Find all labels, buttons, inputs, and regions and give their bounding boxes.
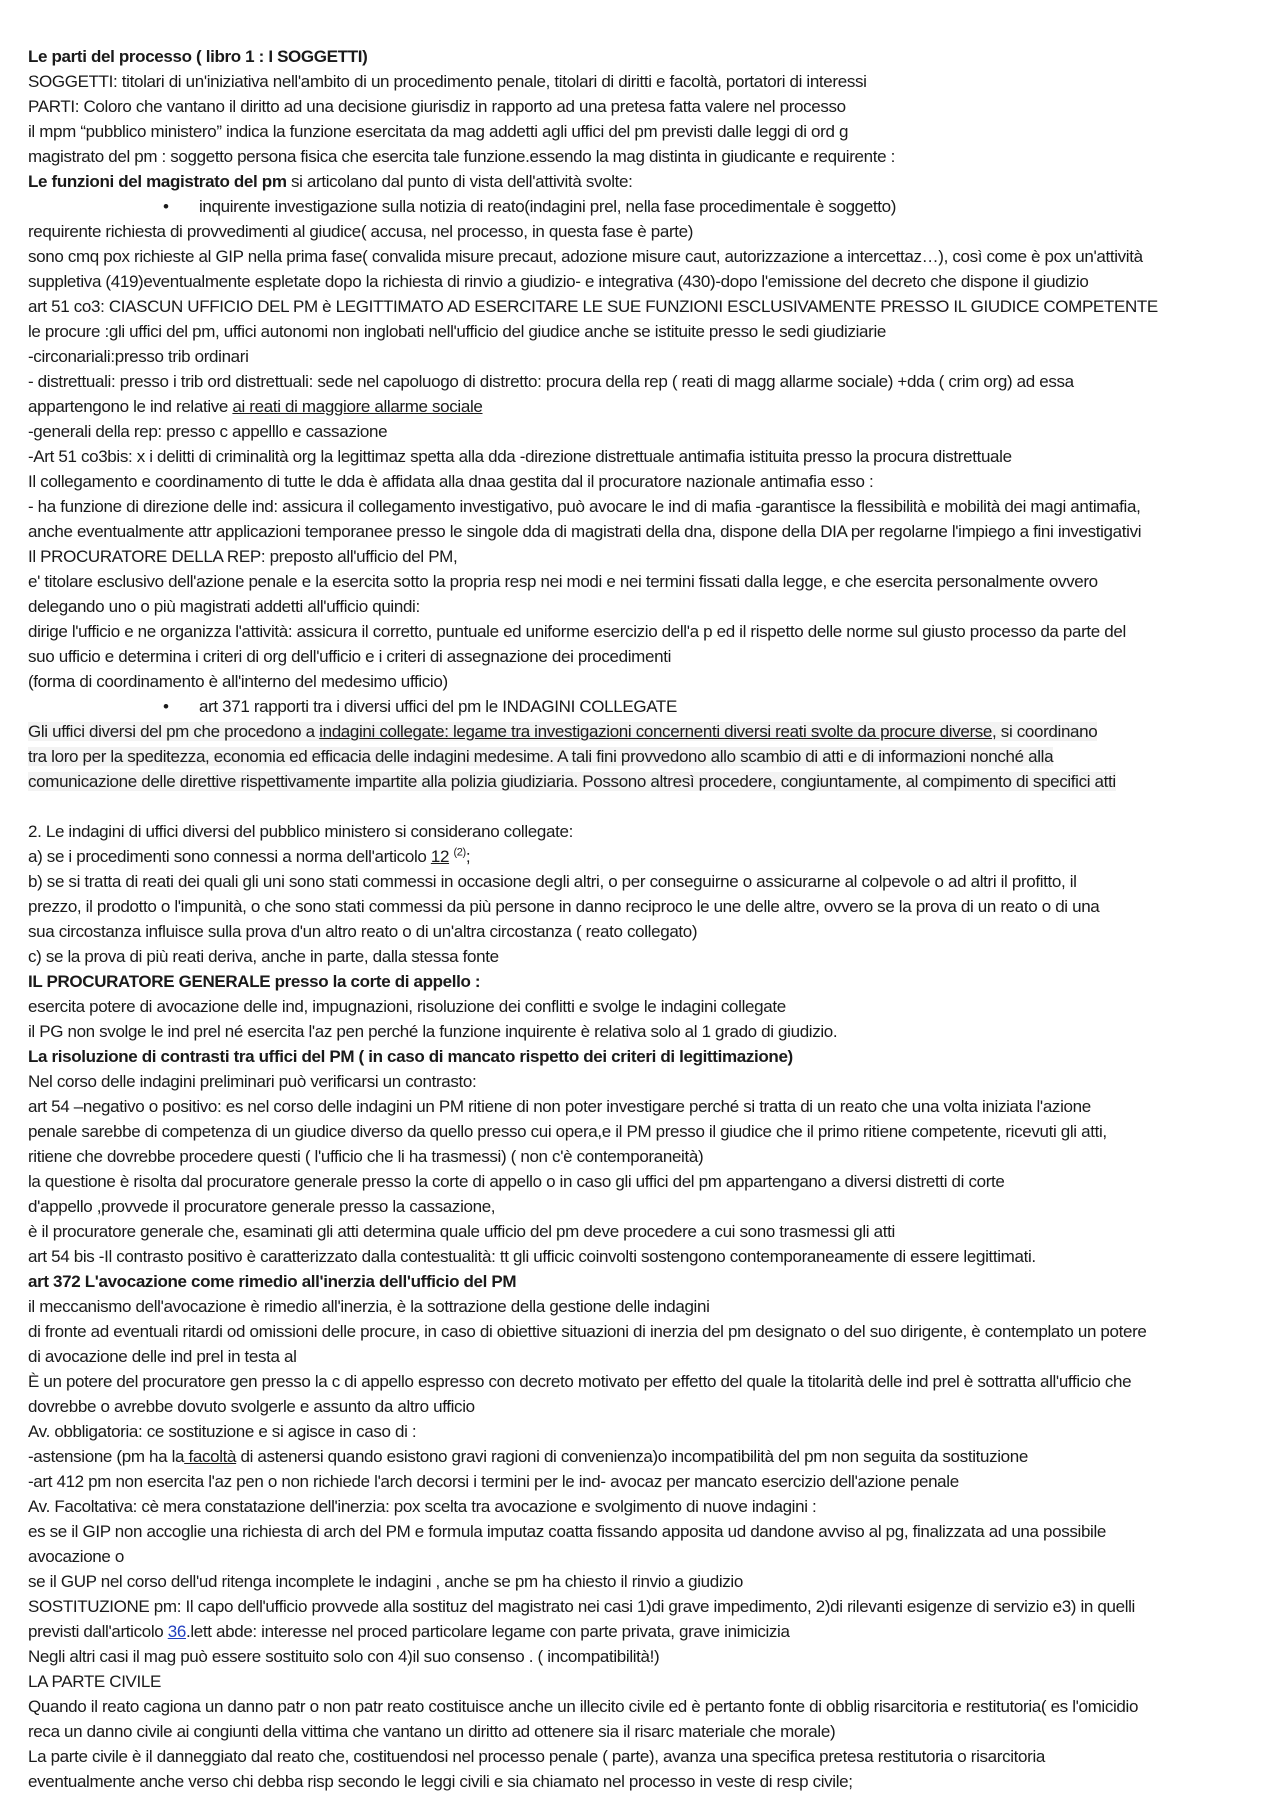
line-connessi <box>28 844 1252 869</box>
line-av-facoltativa: Av. Facoltativa: cè mera constatazione dell'inerzia: pox scelta tra avocazione e svolgimento di nuove indagini : <box>28 1497 817 1516</box>
line-stessa-fonte: c) se la prova di più reati deriva, anche in parte, dalla stessa fonte <box>28 947 499 966</box>
line-prezzo: prezzo, il prodotto o l'impunità, o che sono stati commessi da più persone in danno reciproco le une delle altre, ovvero se la prova di un reato o di una <box>28 897 1100 916</box>
footnote-ref: (2) <box>453 846 466 859</box>
underlined-facolta: facoltà <box>184 1447 237 1466</box>
text-inquirente: inquirente investigazione sulla notizia di reato(indagini prel, nella fase procedimentale è soggetto) <box>199 197 897 216</box>
line-soggetti: SOGGETTI: titolari di un'iniziativa nell'ambito di un procedimento penale, titolari di diritti e facoltà, portatori di interessi <box>28 72 867 91</box>
line-collegate: 2. Le indagini di uffici diversi del pubblico ministero si considerano collegate: <box>28 822 573 841</box>
line-questione: la questione è risolta dal procuratore generale presso la corte di appello o in caso gli uffici del pm appartengano a diversi distretti di corte <box>28 1172 1005 1191</box>
text-allarme: appartengono le ind relative <box>28 397 233 416</box>
line-requirente: requirente richiesta di provvedimenti al giudice( accusa, nel processo, in questa fase è parte) <box>28 222 694 241</box>
heading-procuratore-rep: Il PROCURATORE DELLA REP <box>28 547 261 566</box>
bullet-icon: • <box>163 697 169 716</box>
line-avocazione-o: avocazione o <box>28 1547 124 1566</box>
line-coordinamento: (forma di coordinamento è all'interno del medesimo ufficio) <box>28 672 448 691</box>
line-collegamento: Il collegamento e coordinamento di tutte le dda è affidata alla dnaa gestita dal il procuratore nazionale antimafia esso : <box>28 472 874 491</box>
line-direttive <box>28 769 1252 794</box>
line-av-obbligatoria: Av. obbligatoria: ce sostituzione e si agisce in caso di : <box>28 1422 417 1441</box>
heading-funzioni: Le funzioni del magistrato del pm <box>28 172 287 191</box>
bullet-icon: • <box>163 197 169 216</box>
line-gup: se il GUP nel corso dell'ud ritenga incomplete le indagini , anche se pm ha chiesto il rinvio a giudizio <box>28 1572 743 1591</box>
heading-contrasti: La risoluzione di contrasti tra uffici del PM ( in caso di mancato rispetto dei criteri di legittimazione) <box>28 1047 793 1066</box>
link-articolo-12[interactable]: 12 <box>430 847 450 866</box>
underlined-allarme: ai reati di maggiore allarme sociale <box>232 397 483 416</box>
line-contrasto: Nel corso delle indagini preliminari può verificarsi un contrasto: <box>28 1072 477 1091</box>
line-speditezza <box>28 744 1252 769</box>
text-previsti: previsti dall'articolo <box>28 1622 168 1641</box>
line-danneggiato: La parte civile è il danneggiato dal reato che, costituendosi nel processo penale ( parte), avanza una specifica pretesa restitutoria o risarcitoria <box>28 1747 1045 1766</box>
line-allarme <box>28 394 1252 419</box>
link-articolo-36[interactable]: 36 <box>167 1622 186 1641</box>
line-dirige: dirige l'ufficio e ne organizza l'attività: assicura il corretto, puntuale ed uniforme esercizio dell'a p ed il rispetto delle norme sul giusto processo da parte del <box>28 622 1126 641</box>
line-pm: il mpm “pubblico ministero” indica la funzione esercitata da mag addetti agli uffici del pm previsti dalle leggi di ord g <box>28 122 849 141</box>
text-direttive: comunicazione delle direttive rispettivamente impartite alla polizia giudiziaria. Possono altresì procedere, congiuntamente, al compimento di specifici atti <box>28 772 1116 791</box>
line-art51: art 51 co3: CIASCUN UFFICIO DEL PM è LEGITTIMATO AD ESERCITARE LE SUE FUNZIONI ESCLUSIVAMENTE PRESSO IL GIUDICE COMPETENTE <box>28 297 1158 316</box>
text-astenersi: di astenersi quando esistono gravi ragioni di convenienza)o incompatibilità del pm non seguita da sostituzione <box>236 1447 1028 1466</box>
doc-title <box>28 44 1252 69</box>
text-connessi: a) se i procedimenti sono connessi a norma dell'articolo <box>28 847 431 866</box>
line-ritiene: ritiene che dovrebbe procedere questi ( l'ufficio che li ha trasmessi) ( non c'è contemporaneità) <box>28 1147 704 1166</box>
line-suppletiva: suppletiva (419)eventualmente espletate dopo la richiesta di rinvio a giudizio- e integrativa (430)-dopo l'emissione del decreto che dispone il giudizio <box>28 272 1089 291</box>
line-procuratore-rep <box>28 544 1252 569</box>
text-uffici-diversi: Gli uffici diversi del pm che procedono a <box>28 722 320 741</box>
text-art371: art 371 rapporti tra i diversi uffici del pm le INDAGINI COLLEGATE <box>199 697 677 716</box>
heading-parte-civile: LA PARTE CIVILE <box>28 1672 162 1691</box>
line-potere-pg: È un potere del procuratore gen presso la c di appello espresso con decreto motivato per effetto del quale la titolarità delle ind prel è sottratta all'ufficio che <box>28 1372 1132 1391</box>
heading-procuratore-generale: IL PROCURATORE GENERALE presso la corte di appello : <box>28 972 481 991</box>
line-circostanza: sua circostanza influisce sulla prova d'un altro reato o di un'altra circostanza ( reato collegato) <box>28 922 698 941</box>
text-funzioni: si articolano dal punto di vista dell'attività svolte: <box>286 172 633 191</box>
line-art51-co3bis: -Art 51 co3bis: x i delitti di criminalità org la legittimaz spetta alla dda -direzione distrettuale antimafia istituita presso la procura distrettuale <box>28 447 1012 466</box>
line-gip: sono cmq pox richieste al GIP nella prima fase( convalida misure precaut, adozione misure caut, autorizzazione a intercettaz…), così come è pox un'attività <box>28 247 1143 266</box>
line-ritardi: di fronte ad eventuali ritardi od omissioni delle procure, in caso di obiettive situazioni di inerzia del pm designato o del suo dirigente, è contemplato un potere <box>28 1322 1147 1341</box>
line-direzione: - ha funzione di direzione delle ind: assicura il collegamento investigativo, può avocare le ind di mafia -garantisce la flessibilità e mobilità dei magi antimafia, <box>28 497 1141 516</box>
line-avocazione-potere: esercita potere di avocazione delle ind, impugnazioni, risoluzione dei conflitti e svolge le indagini collegate <box>28 997 786 1016</box>
line-resp-civile: eventualmente anche verso chi debba risp secondo le leggi civili e sia chiamato nel processo in veste di resp civile; <box>28 1772 853 1791</box>
line-procure: le procure :gli uffici del pm, uffici autonomi non inglobati nell'ufficio del giudice anche se istituite presso le sedi giudiziarie <box>28 322 886 341</box>
bullet-art371 <box>28 694 1252 719</box>
line-magistrato: magistrato del pm : soggetto persona fisica che esercita tale funzione.essendo la mag distinta in giudicante e requirente : <box>28 147 895 166</box>
line-danno: Quando il reato cagiona un danno patr o non patr reato costituisce anche un illecito civile ed è pertanto fonte di obblig risarcitoria e restitutoria( es l'omicidio <box>28 1697 1139 1716</box>
semicolon: ; <box>465 847 471 866</box>
line-uffici-diversi <box>28 719 1252 744</box>
text-astensione: -astensione (pm ha la <box>28 1447 185 1466</box>
text-speditezza: tra loro per la speditezza, economia ed efficacia delle indagini medesime. A tali fini provvedono allo scambio di atti e di informazioni nonché alla <box>28 747 1054 766</box>
line-svolgerle: dovrebbe o avrebbe dovuto svolgerle e assunto da altro ufficio <box>28 1397 475 1416</box>
line-sostituzione: SOSTITUZIONE pm: Il capo dell'ufficio provvede alla sostituz del magistrato nei casi 1)di grave impedimento, 2)di rilevanti esigenze di servizio e3) in quelli <box>28 1597 1135 1616</box>
line-art54bis: art 54 bis -Il contrasto positivo è caratterizzato dalla contestualità: tt gli ufficic coinvolti sostengono contemporaneamente di essere legittimati. <box>28 1247 1036 1266</box>
text-procuratore-rep: : preposto all'ufficio del PM, <box>260 547 458 566</box>
line-titolare: e' titolare esclusivo dell'azione penale e la esercita sotto la propria resp nei modi e nei termini fissati dalla legge, e che esercita personalmente ovvero <box>28 572 1098 591</box>
line-gip-arch: es se il GIP non accoglie una richiesta di arch del PM e formula imputaz coatta fissando apposita ud dandone avviso al pg, finalizzata ad una possibile <box>28 1522 1107 1541</box>
line-art412: -art 412 pm non esercita l'az pen o non richiede l'arch decorsi i termini per le ind- avocaz per mancato esercizio dell'azione penale <box>28 1472 959 1491</box>
line-generali: -generali della rep: presso c appelllo e cassazione <box>28 422 388 441</box>
line-in-testa: di avocazione delle ind prel in testa al <box>28 1347 297 1366</box>
line-circondariali: -circonariali:presso trib ordinari <box>28 347 249 366</box>
line-art54: art 54 –negativo o positivo: es nel corso delle indagini un PM ritiene di non poter investigare perché si tratta di un reato che una volta iniziata l'azione <box>28 1097 1091 1116</box>
line-meccanismo: il meccanismo dell'avocazione è rimedio all'inerzia, è la sottrazione della gestione delle indagini <box>28 1297 710 1316</box>
line-reati-occasione: b) se si tratta di reati dei quali gli uni sono stati commessi in occasione degli altri, o per conseguirne o assicurarne al colpevole o ad altri il profitto, il <box>28 872 1077 891</box>
line-esaminati: è il procuratore generale che, esaminati gli atti determina quale ufficio del pm deve procedere a cui sono trasmessi gli atti <box>28 1222 895 1241</box>
line-funzioni <box>28 169 1252 194</box>
title-text: Le parti del processo ( libro 1 : I SOGGETTI) <box>28 47 368 66</box>
line-delegando: delegando uno o più magistrati addetti all'ufficio quindi: <box>28 597 420 616</box>
line-applicazioni: anche eventualmente attr applicazioni temporanee presso le singole dda di magistrati della dna, dispone della DIA per regolarne l'impiego a fini investigativi <box>28 522 1142 541</box>
text-lett-abde: .lett abde: interesse nel proced particolare legame con parte privata, grave inimicizia <box>185 1622 790 1641</box>
line-distrettuali: - distrettuali: presso i trib ord distrettuali: sede nel capoluogo di distretto: procura della rep ( reati di magg allarme sociale) +dda ( crim org) ad essa <box>28 372 1074 391</box>
line-parti: PARTI: Coloro che vantano il diritto ad una decisione giurisdiz in rapporto ad una pretesa fatta valere nel processo <box>28 97 846 116</box>
heading-art372: art 372 L'avocazione come rimedio all'inerzia dell'ufficio del PM <box>28 1272 517 1291</box>
line-astensione <box>28 1444 1252 1469</box>
bullet-inquirente <box>28 194 1252 219</box>
underlined-indagini-collegate: indagini collegate: legame tra investigazioni concernenti diversi reati svolte da procure diverse <box>319 722 993 741</box>
line-articolo-36 <box>28 1619 1252 1644</box>
paragraph-gap <box>28 794 1252 819</box>
line-pg: il PG non svolge le ind prel né esercita l'az pen perché la funzione inquirente è relativa solo al 1 grado di giudizio. <box>28 1022 838 1041</box>
text-si-coordinano: , si coordinano <box>992 722 1098 741</box>
line-criteri: suo ufficio e determina i criteri di org dell'ufficio e i criteri di assegnazione dei procedimenti <box>28 647 671 666</box>
line-consenso: Negli altri casi il mag può essere sostituito solo con 4)il suo consenso . ( incompatibilità!) <box>28 1647 660 1666</box>
line-penale: penale sarebbe di competenza di un giudice diverso da quello presso cui opera,e il PM presso il giudice che il primo ritiene competente, ricevuti gli atti, <box>28 1122 1107 1141</box>
line-congiunti: reca un danno civile ai congiunti della vittima che vantano un diritto ad ottenere sia il risarc materiale che morale) <box>28 1722 836 1741</box>
line-cassazione: d'appello ,provvede il procuratore generale presso la cassazione, <box>28 1197 496 1216</box>
